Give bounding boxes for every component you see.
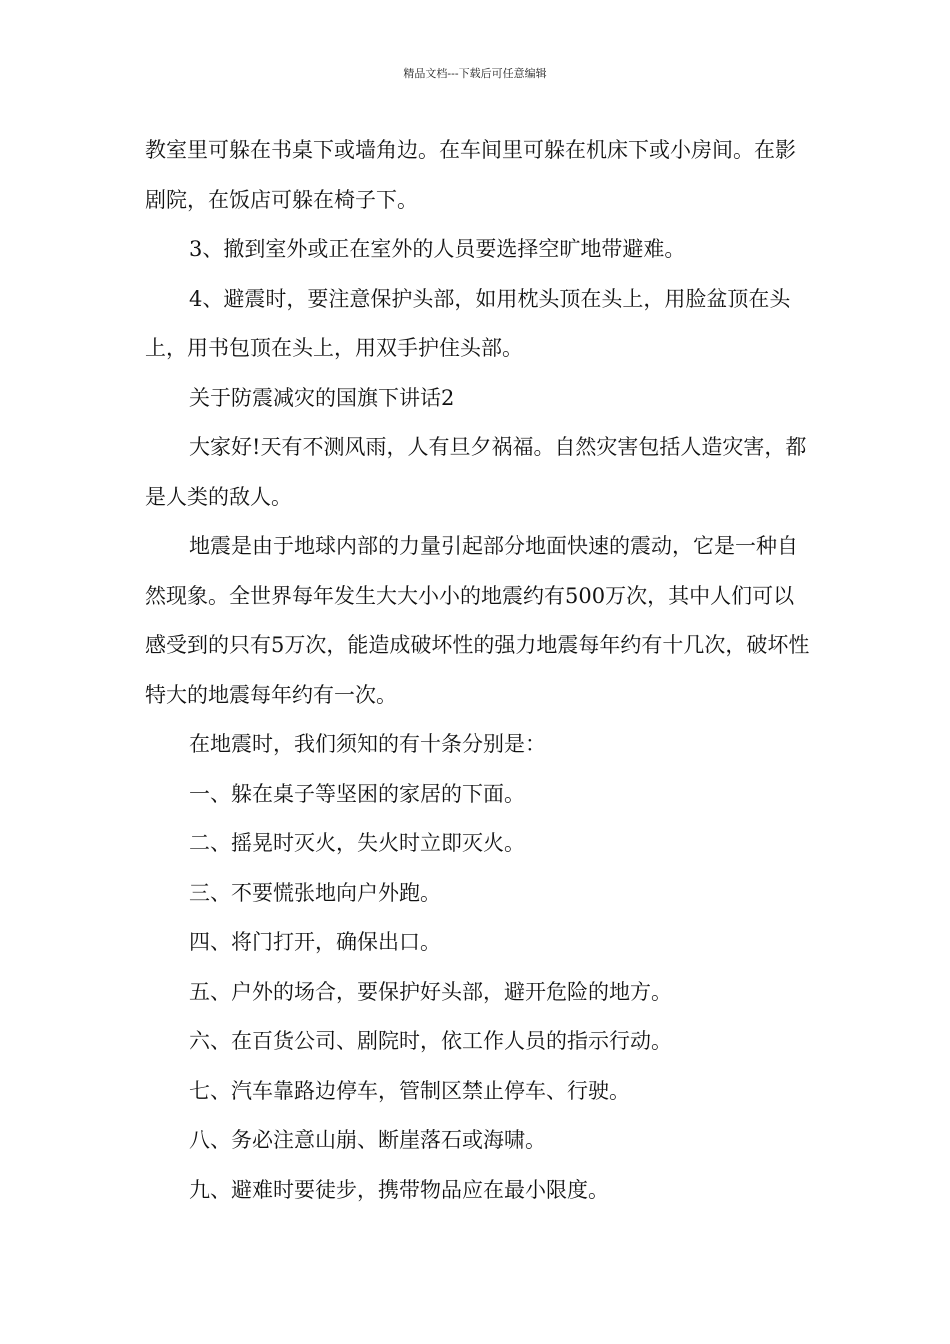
- paragraph-greeting: 大家好!天有不测风雨，人有旦夕祸福。自然灾害包括人造灾害，都是人类的敌人。: [145, 435, 807, 509]
- list-item-rule-3: 三、不要慌张地向户外跑。: [189, 880, 441, 905]
- paragraph-item-3: 3、撤到室外或正在室外的人员要选择空旷地带避难。: [189, 237, 686, 261]
- document-body: [145, 126, 810, 1215]
- list-item-rule-6: 六、在百货公司、剧院时，依工作人员的指示行动。: [189, 1029, 672, 1053]
- list-item-rule-9: 九、避难时要徒步，携带物品应在最小限度。: [189, 1177, 609, 1202]
- paragraph-shelter-locations: 教室里可躲在书桌下或墙角边。在车间里可躲在机床下或小房间。在影剧院，在饭店可躲在椅子下。: [145, 138, 796, 212]
- page-header: 精品文档---下载后可任意编辑: [403, 67, 547, 80]
- section-title: 关于防震减灾的国旗下讲话2: [189, 385, 455, 410]
- list-item-rule-1: 一、躲在桌子等坚困的家居的下面。: [189, 781, 525, 806]
- list-item-rule-4: 四、将门打开，确保出口。: [189, 930, 441, 954]
- list-item-rule-7: 七、汽车靠路边停车，管制区禁止停车、行驶。: [189, 1078, 630, 1103]
- list-item-rule-2: 二、摇晃时灭火，失火时立即灭火。: [189, 831, 525, 855]
- paragraph-item-4: 4、避震时，要注意保护头部，如用枕头顶在头上，用脸盆顶在头上，用书包顶在头上，用双手护住头部。: [145, 286, 791, 360]
- paragraph-ten-rules-intro: 在地震时，我们须知的有十条分别是：: [189, 732, 546, 756]
- list-item-rule-8: 八、务必注意山崩、断崖落石或海啸。: [189, 1128, 546, 1152]
- paragraph-earthquake-intro: 地震是由于地球内部的力量引起部分地面快速的震动，它是一种自然现象。全世界每年发生大大小小的地震约有500万次，其中人们可以感受到的只有5万次，能造成破坏性的强力地震每年约有十几次，破坏性特大的地震每年约有一次。: [145, 534, 810, 707]
- list-item-rule-5: 五、户外的场合，要保护好头部，避开危险的地方。: [189, 979, 672, 1004]
